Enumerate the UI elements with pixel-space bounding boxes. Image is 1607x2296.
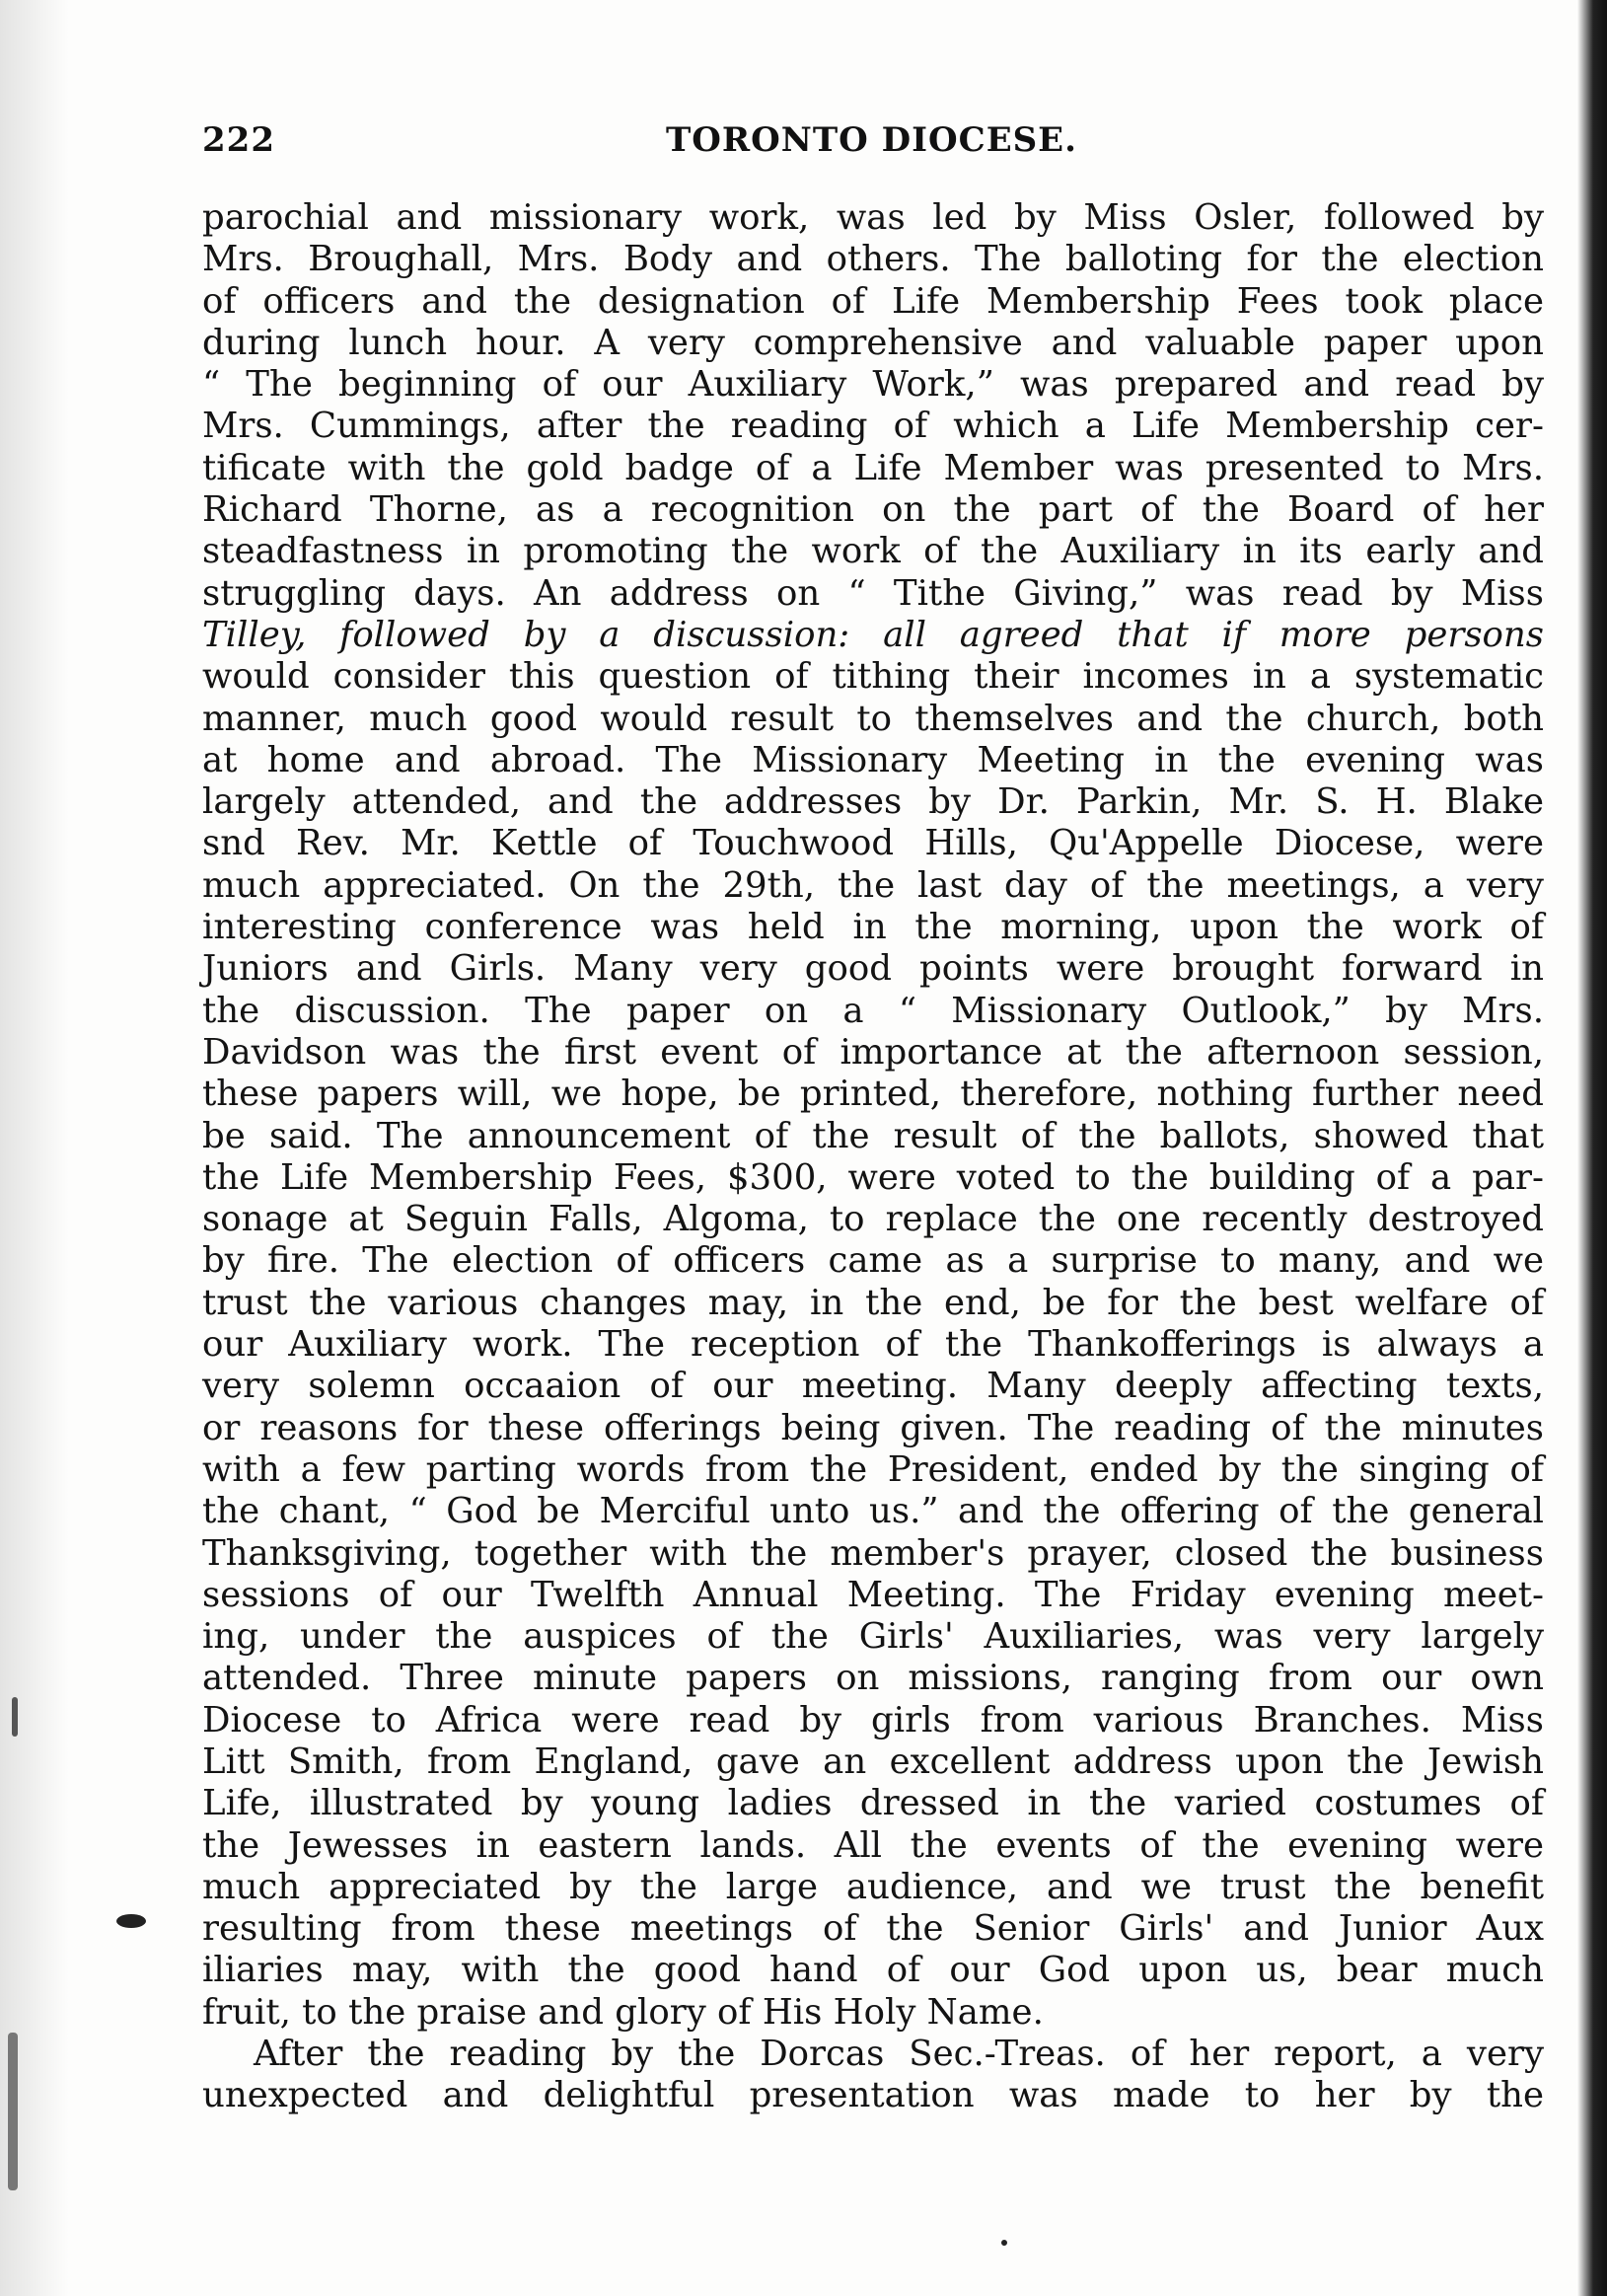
text-line: be said. The announcement of the result of the ballots, showed that — [202, 1115, 1544, 1156]
text-line: the Life Membership Fees, $300, were voted to the building of a par- — [202, 1156, 1544, 1198]
text-line: during lunch hour. A very comprehensive and valuable paper upon — [202, 322, 1544, 363]
text-line-italic: Tilley, followed by a discussion: all agreed that if more persons — [202, 614, 1544, 655]
text-line: Diocese to Africa were read by girls from various Branches. Miss — [202, 1699, 1544, 1741]
ink-speck — [12, 1697, 18, 1737]
text-line: much appreciated by the large audience, and we trust the benefit — [202, 1866, 1544, 1907]
text-line: struggling days. An address on “ Tithe Giving,” was read by Miss — [202, 572, 1544, 614]
binding-shadow — [0, 0, 69, 2296]
text-line: Life, illustrated by young ladies dressed in the varied costumes of — [202, 1783, 1544, 1824]
text-line: Richard Thorne, as a recognition on the part of the Board of her — [202, 489, 1544, 531]
text-line: “ The beginning of our Auxiliary Work,” was prepared and read by — [202, 364, 1544, 406]
ink-speck — [1001, 2240, 1007, 2246]
page-number: 222 — [202, 120, 275, 160]
text-line: interesting conference was held in the morning, upon the work of — [202, 907, 1544, 948]
text-line: largely attended, and the addresses by Dr. Parkin, Mr. S. H. Blake — [202, 781, 1544, 823]
text-line: Thanksgiving, together with the member's prayer, closed the business — [202, 1532, 1544, 1574]
text-line: steadfastness in promoting the work of the Auxiliary in its early and — [202, 531, 1544, 572]
ink-speck — [8, 2033, 18, 2190]
text-line: sessions of our Twelfth Annual Meeting. The Friday evening meet- — [202, 1574, 1544, 1615]
text-line: iliaries may, with the good hand of our God upon us, bear much — [202, 1950, 1544, 1991]
text-line: Litt Smith, from England, gave an excellent address upon the Jewish — [202, 1741, 1544, 1782]
text-line: ing, under the auspices of the Girls' Auxiliaries, was very largely — [202, 1616, 1544, 1658]
paragraph-end-line: fruit, to the praise and glory of His Holy Name. — [202, 1991, 1044, 2033]
text-line: tificate with the gold badge of a Life Member was presented to Mrs. — [202, 447, 1544, 488]
text-line: or reasons for these offerings being given. The reading of the minutes — [202, 1407, 1544, 1448]
text-line: trust the various changes may, in the end, be for the best welfare of — [202, 1282, 1544, 1323]
text-line: Mrs. Cummings, after the reading of which a Life Membership cer- — [202, 406, 1544, 447]
text-line: with a few parting words from the President, ended by the singing of — [202, 1448, 1544, 1490]
ink-speck — [116, 1914, 146, 1928]
text-line: attended. Three minute papers on missions, ranging from our own — [202, 1658, 1544, 1699]
paragraph-start-line: After the reading by the Dorcas Sec.-Treas. of her report, a very — [254, 2034, 1544, 2075]
text-line: sonage at Seguin Falls, Algoma, to replace the one recently destroyed — [202, 1199, 1544, 1240]
text-line: Davidson was the first event of importance at the afternoon session, — [202, 1031, 1544, 1073]
text-line: at home and abroad. The Missionary Meeting in the evening was — [202, 739, 1544, 780]
text-line: unexpected and delightful presentation was made to her by the — [202, 2075, 1544, 2116]
body-text — [202, 197, 1544, 2117]
text-line: parochial and missionary work, was led by Miss Osler, followed by — [202, 197, 1544, 238]
text-line: resulting from these meetings of the Senior Girls' and Junior Aux — [202, 1908, 1544, 1950]
text-line: snd Rev. Mr. Kettle of Touchwood Hills, Qu'Appelle Diocese, were — [202, 823, 1544, 864]
running-title: TORONTO DIOCESE. — [666, 120, 1077, 160]
text-line: very solemn occaaion of our meeting. Many deeply affecting texts, — [202, 1366, 1544, 1407]
page-header — [202, 120, 1544, 170]
text-line: would consider this question of tithing their incomes in a systematic — [202, 656, 1544, 698]
text-line: the chant, “ God be Merciful unto us.” and the offering of the general — [202, 1491, 1544, 1532]
text-line: the Jewesses in eastern lands. All the events of the evening were — [202, 1824, 1544, 1866]
text-line: the discussion. The paper on a “ Missionary Outlook,” by Mrs. — [202, 990, 1544, 1031]
text-line: Mrs. Broughall, Mrs. Body and others. The balloting for the election — [202, 239, 1544, 280]
text-line: Juniors and Girls. Many very good points were brought forward in — [202, 948, 1544, 990]
text-line: much appreciated. On the 29th, the last day of the meetings, a very — [202, 864, 1544, 906]
text-line: our Auxiliary work. The reception of the Thankofferings is always a — [202, 1324, 1544, 1366]
text-line: manner, much good would result to themselves and the church, both — [202, 698, 1544, 739]
page-edge — [1577, 0, 1607, 2296]
text-line: these papers will, we hope, be printed, therefore, nothing further need — [202, 1074, 1544, 1115]
text-line: by fire. The election of officers came as a surprise to many, and we — [202, 1240, 1544, 1282]
text-line: of officers and the designation of Life Membership Fees took place — [202, 280, 1544, 322]
